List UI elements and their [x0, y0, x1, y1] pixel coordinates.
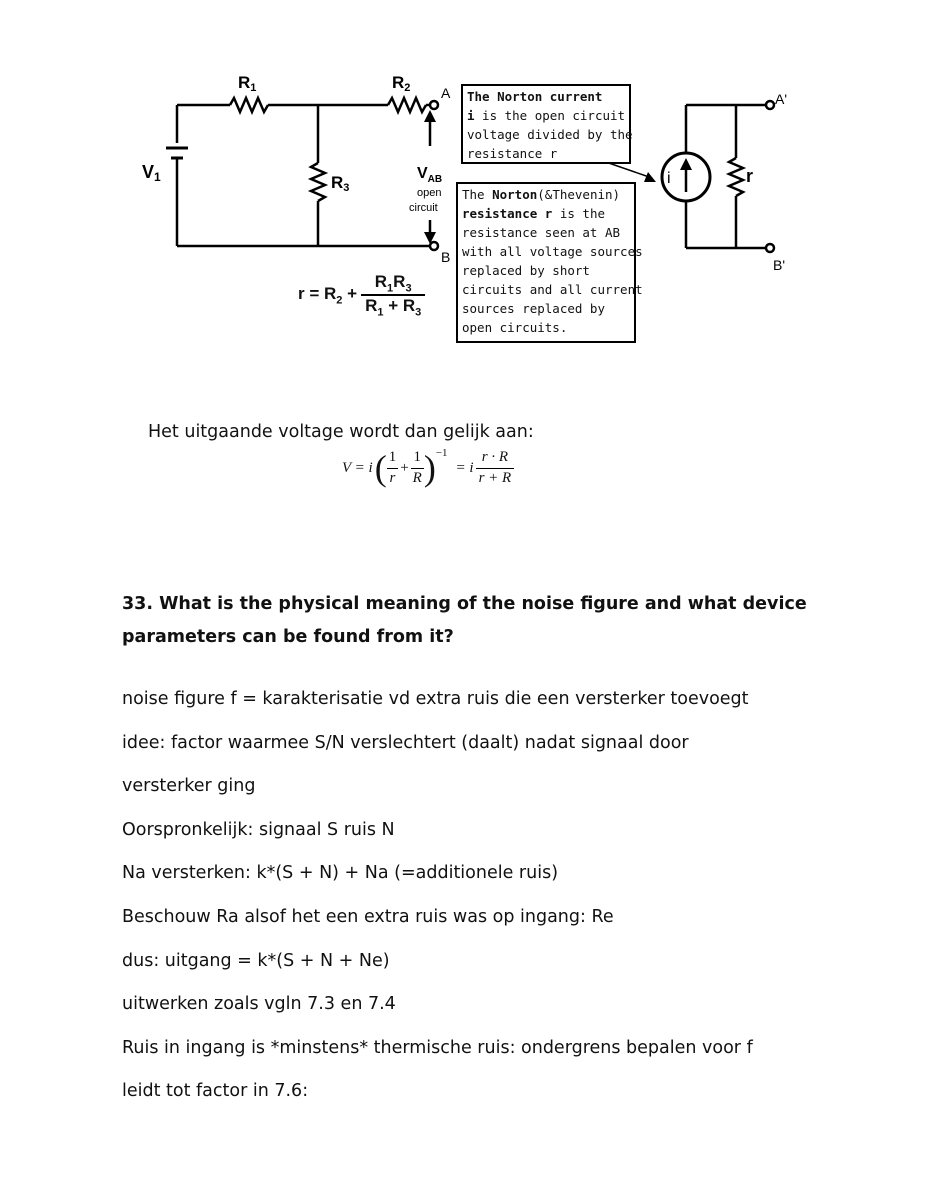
eq-one-b: 1: [411, 447, 424, 468]
terminal-b-prime: [766, 244, 774, 252]
svg-text:R2: R2: [392, 73, 411, 94]
question-heading: 33. What is the physical meaning of the noise figure and what device parameters can be found from it?: [122, 594, 807, 647]
formula-r-plus: +: [342, 284, 358, 304]
answer-line-6: Beschouw Ra alsof het een extra ruis was op ingang: Re: [122, 907, 614, 927]
equation-output-voltage: V = i ( 1 + 1 ) −1 = i r · R r R r + R: [340, 447, 514, 489]
terminal-b: [430, 242, 438, 250]
label-r1: R: [238, 73, 251, 92]
label-vab: V: [417, 165, 428, 182]
callout-res-pre: The: [462, 187, 493, 202]
eq-R: R: [412, 470, 422, 487]
callout-res-line5: replaced by short: [462, 263, 590, 278]
formula-r-den-sub2: 3: [415, 306, 422, 319]
svg-text:VAB: $V_{AB}$: [417, 165, 443, 185]
callout-res-bold: resistance r: [462, 206, 553, 221]
formula-r-num-sub1: 1: [387, 282, 394, 295]
label-node-b: B: [441, 249, 451, 265]
label-r2: R: [392, 73, 405, 92]
resistor-r: [729, 158, 743, 196]
label-v1: V: [142, 162, 155, 182]
answer-line-9: Ruis in ingang is *minstens* thermische ruis: ondergrens bepalen voor f: [122, 1038, 753, 1058]
label-node-a-prime: A': [775, 91, 788, 107]
eq-one-a: 1: [387, 447, 399, 468]
formula-norton-resistance: [298, 272, 425, 319]
terminal-a-prime: [766, 101, 774, 109]
formula-r-den: R: [365, 296, 378, 316]
terminal-a: [430, 101, 438, 109]
label-open: open: [417, 187, 442, 199]
answer-line-2: idee: factor waarmee S/N verslechtert (daalt) nadat signaal door: [122, 733, 689, 753]
formula-r-den-plus: + R: [383, 296, 416, 316]
eq-eq2: = i: [455, 459, 474, 476]
callout-res-line6: circuits and all current: [462, 282, 643, 297]
intro-text: Het uitgaande voltage wordt dan gelijk aan:: [148, 422, 534, 442]
resistor-r3: [311, 163, 325, 201]
eq-den: r + R: [478, 470, 512, 487]
eq-lhs: V = i: [342, 459, 373, 476]
eq-exp: −1: [435, 447, 448, 459]
resistor-r1: [230, 98, 268, 112]
svg-text:V1: V1: [142, 162, 161, 184]
eq-r: r: [389, 470, 396, 487]
label-node-b-prime: B': [773, 257, 786, 273]
formula-r-num: R: [374, 272, 388, 291]
answer-line-3: versterker ging: [122, 776, 256, 796]
answer-line-10: leidt tot factor in 7.6:: [122, 1081, 309, 1101]
label-resistor-r: r: [746, 166, 754, 186]
callout-res-line2: is the: [552, 206, 605, 221]
callout-current-line2: is the open circuit: [474, 108, 626, 123]
callout-res-line3: resistance seen at AB: [462, 225, 621, 240]
svg-text:R3: R3: [331, 173, 350, 194]
formula-r-num-sub2: 3: [405, 282, 412, 295]
label-current-i: i: [667, 170, 671, 187]
callout-norton-resistance: [456, 182, 643, 343]
callout-current-i: i: [467, 108, 475, 123]
label-circuit: circuit: [409, 202, 438, 214]
callout-res-line7: sources replaced by: [462, 301, 605, 316]
callout-current-line1: The Norton current: [467, 89, 603, 104]
callout-res-line4: with all voltage sources: [462, 244, 643, 259]
eq-num: r · R: [476, 447, 515, 468]
callout-res-norton: Norton: [492, 187, 538, 202]
formula-r-lhs: r = R: [298, 284, 337, 304]
answer-line-8: uitwerken zoals vgln 7.3 en 7.4: [122, 994, 396, 1014]
callout-norton-current: [461, 84, 631, 164]
formula-r-den-sub1: 1: [377, 306, 384, 319]
answer-line-4: Oorspronkelijk: signaal S ruis N: [122, 820, 395, 840]
svg-text:R1: R1: [238, 73, 257, 94]
callout-current-line3: voltage divided by the: [467, 127, 633, 142]
resistor-r2: [388, 98, 426, 112]
callout-current-line4: resistance r: [467, 146, 558, 161]
answer-line-5: Na versterken: k*(S + N) + Na (=additionele ruis): [122, 863, 559, 883]
callout-res-line8: open circuits.: [462, 320, 568, 335]
formula-r-lhs-sub: 2: [336, 294, 343, 307]
answer-line-7: dus: uitgang = k*(S + N + Ne): [122, 951, 390, 971]
label-node-a: A: [441, 85, 451, 101]
label-r3: R: [331, 173, 344, 192]
answer-line-1: noise figure f = karakterisatie vd extra ruis die een versterker toevoegt: [122, 689, 749, 709]
eq-plus: +: [400, 459, 409, 476]
formula-r-num-r: R: [393, 272, 406, 291]
callout-res-line1: (&Thevenin): [537, 187, 621, 202]
